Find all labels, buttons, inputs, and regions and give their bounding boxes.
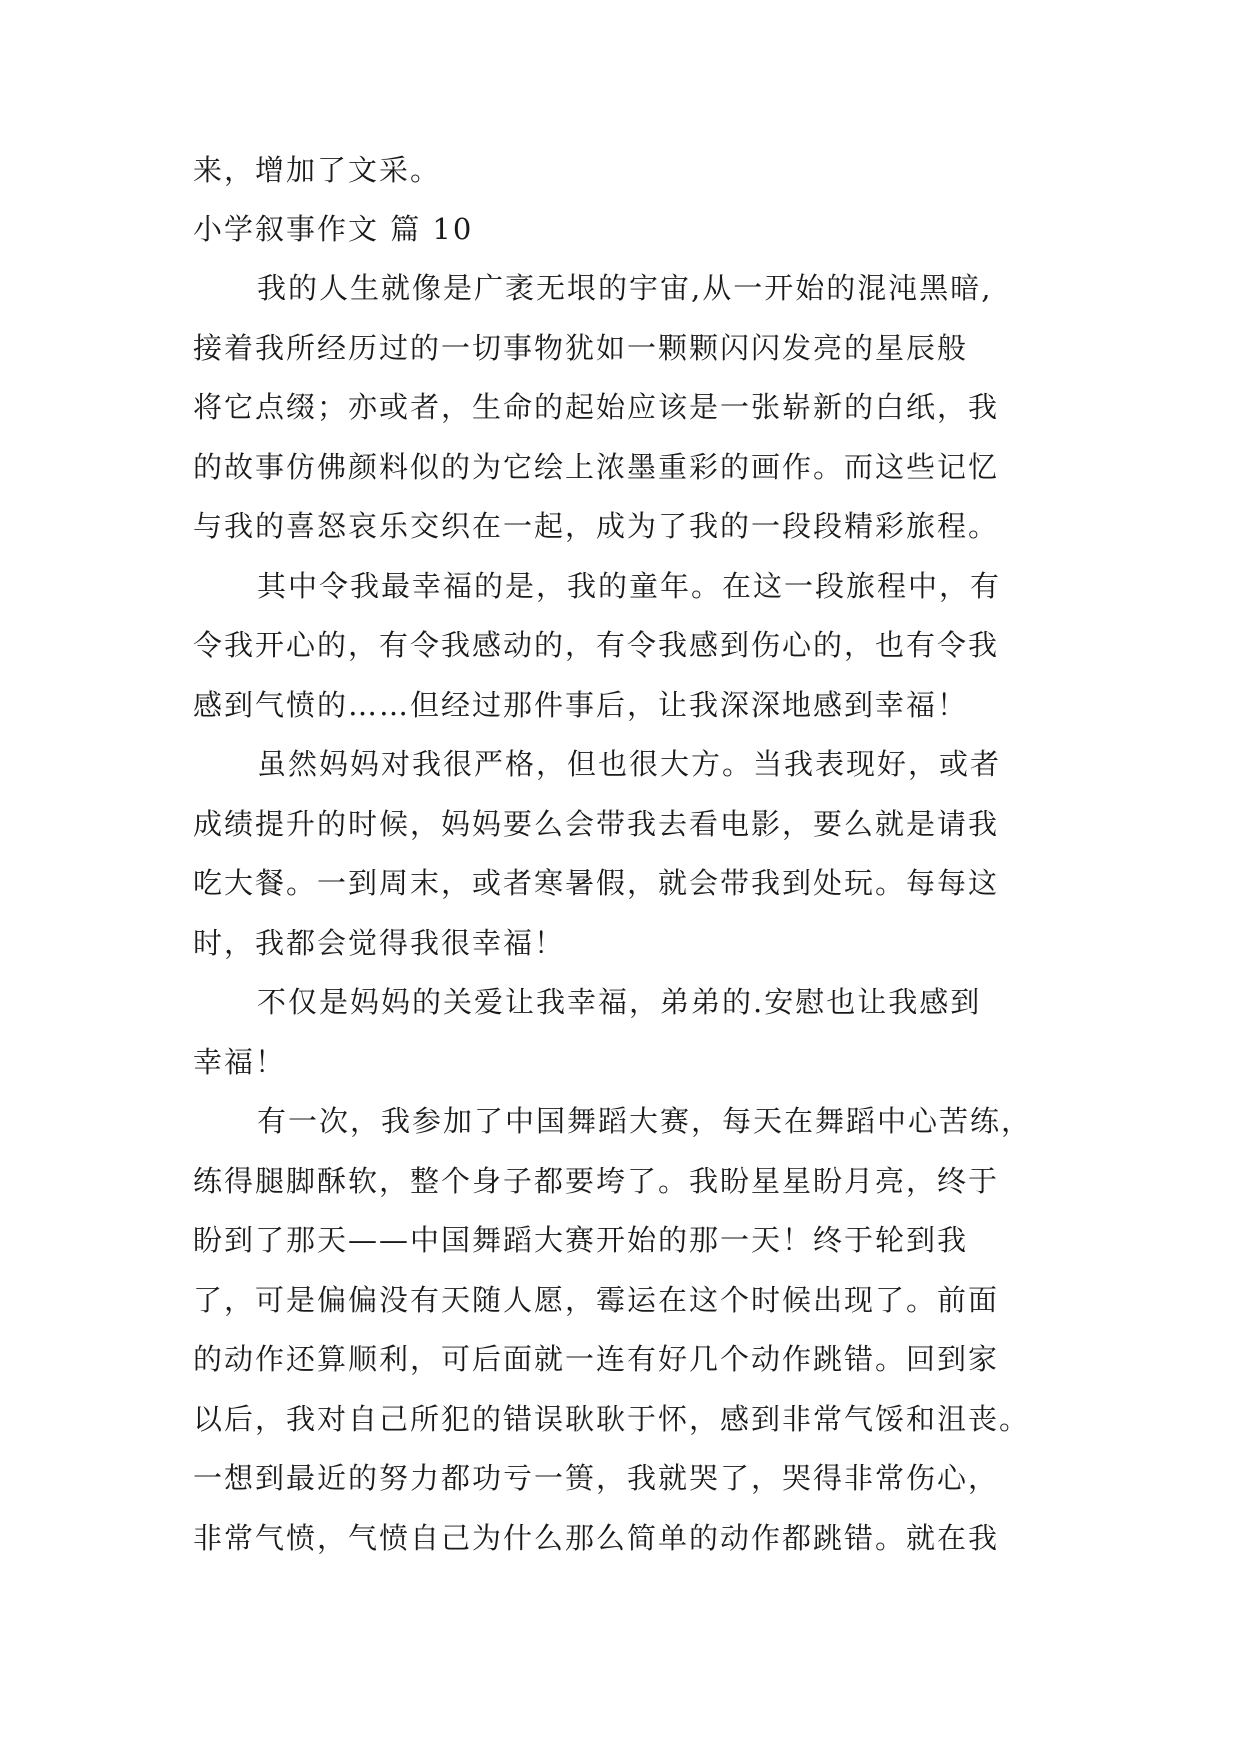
paragraph-line: 了，可是偏偏没有天随人愿，霉运在这个时候出现了。前面 (193, 1283, 1000, 1317)
section-heading: 小学叙事作文 篇 10 (193, 212, 474, 246)
paragraph-line: 感到气愤的……但经过那件事后，让我深深地感到幸福！ (193, 688, 969, 722)
paragraph-line: 有一次，我参加了中国舞蹈大赛，每天在舞蹈中心苦练， (257, 1104, 1033, 1138)
paragraph-line: 盼到了那天——中国舞蹈大赛开始的那一天！终于轮到我 (193, 1223, 969, 1257)
paragraph-line: 接着我所经历过的一切事物犹如一颗颗闪闪发亮的星辰般 (193, 331, 969, 365)
paragraph-line: 的动作还算顺利，可后面就一连有好几个动作跳错。回到家 (193, 1342, 1000, 1376)
paragraph-line: 我的人生就像是广袤无垠的宇宙,从一开始的混沌黑暗, (257, 271, 993, 305)
paragraph-line: 不仅是妈妈的关爱让我幸福，弟弟的.安慰也让我感到 (257, 985, 982, 1019)
paragraph-line: 虽然妈妈对我很严格，但也很大方。当我表现好，或者 (257, 747, 1002, 781)
paragraph-line: 非常气愤，气愤自己为什么那么简单的动作都跳错。就在我 (193, 1521, 1000, 1555)
paragraph-line: 练得腿脚酥软，整个身子都要垮了。我盼星星盼月亮，终于 (193, 1164, 1000, 1198)
paragraph-line: 时，我都会觉得我很幸福！ (193, 926, 566, 960)
paragraph-line: 的故事仿佛颜料似的为它绘上浓墨重彩的画作。而这些记忆 (193, 450, 1000, 484)
paragraph-line: 将它点缀；亦或者，生命的起始应该是一张崭新的白纸，我 (193, 390, 1000, 424)
paragraph-line: 与我的喜怒哀乐交织在一起，成为了我的一段段精彩旅程。 (193, 509, 1000, 543)
paragraph-line: 幸福！ (193, 1045, 287, 1079)
paragraph-line: 令我开心的，有令我感动的，有令我感到伤心的，也有令我 (193, 628, 1000, 662)
text-line: 来，增加了文采。 (193, 153, 442, 187)
paragraph-line: 成绩提升的时候，妈妈要么会带我去看电影，要么就是请我 (193, 807, 1000, 841)
paragraph-line: 其中令我最幸福的是，我的童年。在这一段旅程中，有 (257, 569, 1002, 603)
paragraph-line: 一想到最近的努力都功亏一篑，我就哭了，哭得非常伤心， (193, 1461, 1000, 1495)
paragraph-line: 吃大餐。一到周末，或者寒暑假，就会带我到处玩。每每这 (193, 866, 1000, 900)
paragraph-line: 以后，我对自己所犯的错误耿耿于怀，感到非常气馁和沮丧。 (193, 1402, 1031, 1436)
